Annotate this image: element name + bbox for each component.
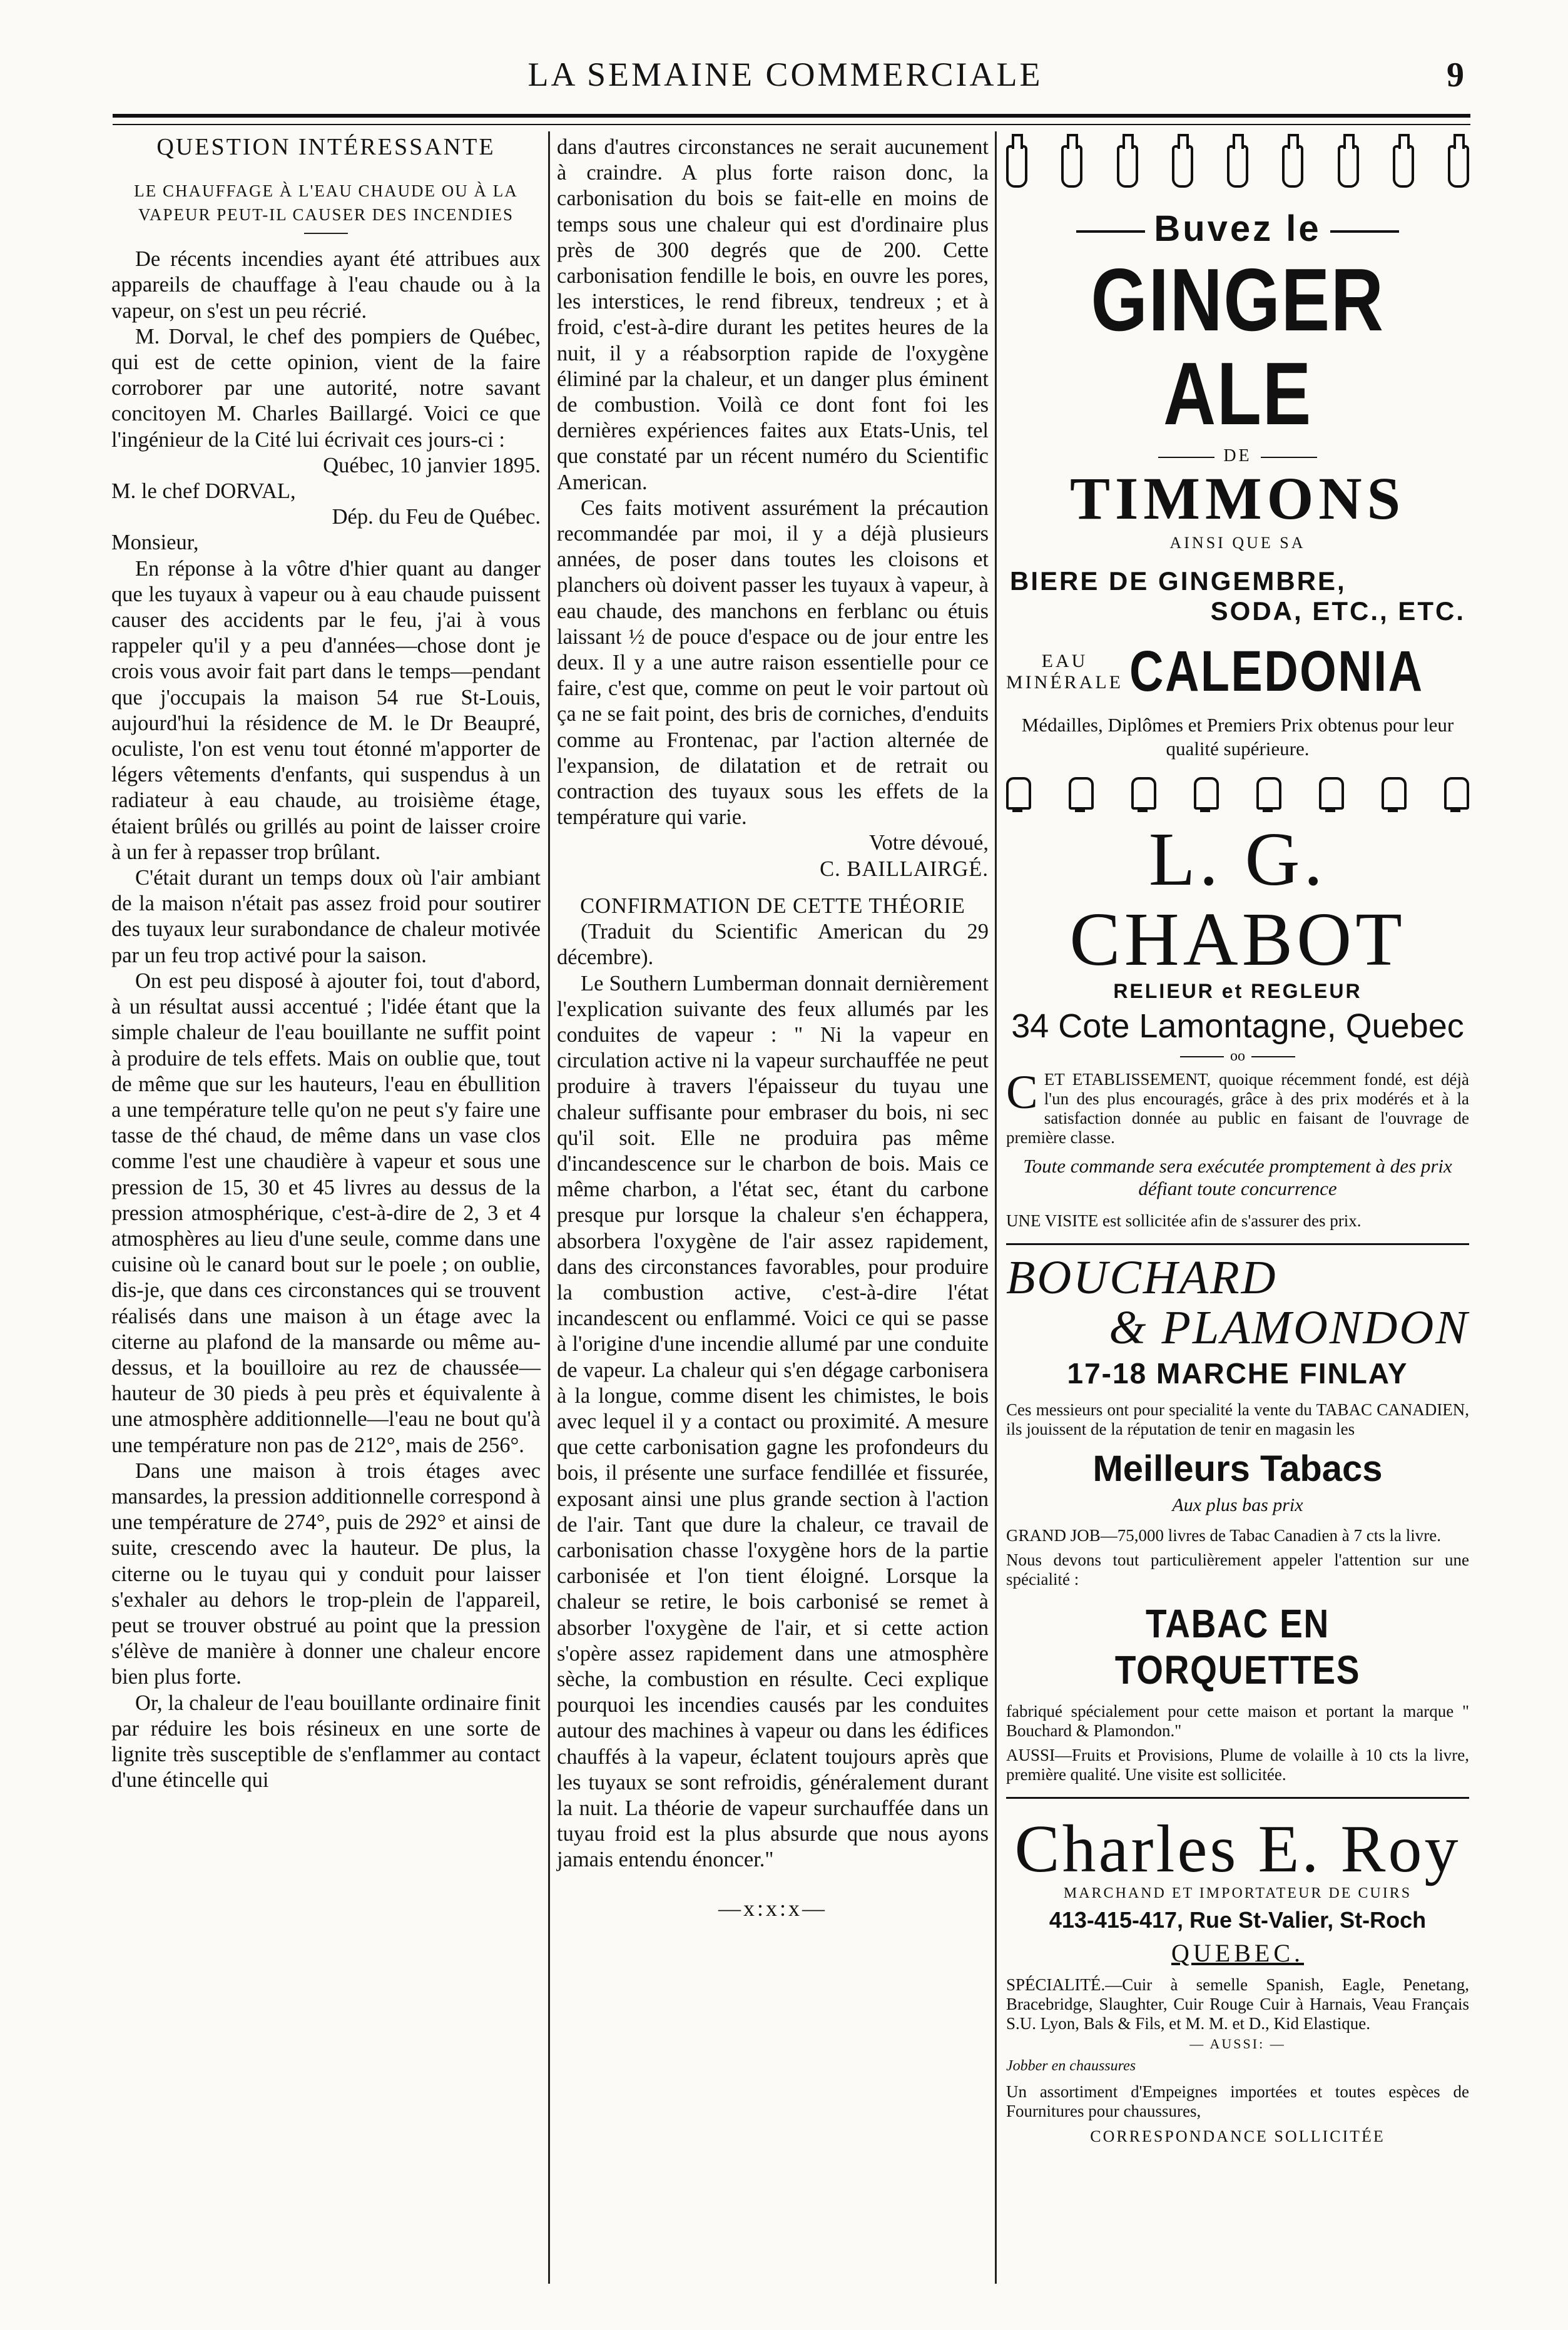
ad-plamondon: & PLAMONDON bbox=[1109, 1301, 1469, 1354]
page-header bbox=[113, 55, 1464, 111]
ad-roy-assortiment: Un assortiment d'Empeignes importées et toutes espèces de Fournitures pour chaussures, bbox=[1006, 2082, 1469, 2120]
ad-roy-aussi: — AUSSI: — bbox=[1189, 2036, 1286, 2052]
ad-marche-finlay: 17-18 MARCHE FINLAY bbox=[1067, 1357, 1408, 1390]
letter-salutation: Monsieur, bbox=[111, 531, 199, 555]
ad-roy-city: QUEBEC. bbox=[1171, 1939, 1304, 1967]
shoe-icon bbox=[1256, 777, 1281, 810]
ad-bouchard-body: Ces messieurs ont pour specialité la vente du TABAC CANADIEN, ils jouissent de la réputation de tenir en magasin les bbox=[1006, 1400, 1469, 1438]
paragraph: C'était durant un temps doux où l'air ambiant de la maison n'était pas assez froid pour soutirer des tuyaux leur surabondance de chaleur motivée par un feu trop activé pour la saison. bbox=[111, 866, 541, 967]
shoe-icon bbox=[1444, 777, 1469, 810]
ad-fabrique: fabriqué spécialement pour cette maison et portant la marque " Bouchard & Plamondon." bbox=[1006, 1702, 1469, 1740]
article-column-1 bbox=[111, 135, 541, 1793]
ad-aux-plus-bas-prix: Aux plus bas prix bbox=[1172, 1495, 1303, 1515]
column-divider bbox=[995, 131, 997, 2284]
ad-timmons: TIMMONS bbox=[1070, 465, 1405, 532]
letter-department: Dép. du Feu de Québec. bbox=[332, 505, 541, 529]
ad-chabot-trade: RELIEUR et REGLEUR bbox=[1113, 980, 1362, 1002]
bottle-icon bbox=[1172, 145, 1193, 188]
bottle-icon bbox=[1393, 145, 1414, 188]
ad-rule bbox=[1006, 1243, 1469, 1245]
shoe-icon bbox=[1006, 777, 1031, 810]
ad-grand-job: GRAND JOB—75,000 livres de Tabac Canadien à 7 cts la livre. bbox=[1006, 1526, 1441, 1545]
letter-date: Québec, 10 janvier 1895. bbox=[323, 453, 541, 477]
bottle-icon bbox=[1338, 145, 1359, 188]
paragraph: Or, la chaleur de l'eau bouillante ordinaire finit par réduire les bois résineux en une sorte de lignite très susceptible de s'enflammer au contact d'une étincelle qui bbox=[111, 1691, 541, 1793]
ad-roy-address: 413-415-417, Rue St-Valier, St-Roch bbox=[1049, 1907, 1427, 1933]
shoe-row bbox=[1006, 777, 1469, 813]
ad-tabac-torquettes: TABAC EN TORQUETTES bbox=[1114, 1601, 1361, 1692]
caledonia-label: CALEDONIA bbox=[1129, 639, 1424, 703]
ad-roy-jobber: Jobber en chaussures bbox=[1006, 2058, 1136, 2074]
bottle-icon bbox=[1227, 145, 1248, 188]
ad-chabot-name: L. G. CHABOT bbox=[1069, 817, 1406, 982]
ad-bouchard: BOUCHARD bbox=[1006, 1251, 1278, 1304]
bottle-icon bbox=[1117, 145, 1138, 188]
paragraph: Le Southern Lumberman donnait dernièrement l'explication suivante des feux allumés par les conduites de vapeur : " Ni la vapeur en circulation active ni la vapeur surchauffée ne peut produire à travers l'épaisseur du tuyau une chaleur suffisante pour embraser du bois, ni sec qu'il soit. Elle ne produira pas même d'incandescence sur le charbon de bois. Mais ce même charbon, a l'état sec, étant du carbone presque pur lorsque la chaleur s'en échappera, absorbera l'oxygène de l'air assez rapidement, dans des circonstances favorables, pour produire la combustion active, c'est-à-dire l'état incandescent ou enflammé. Voici ce qui se passe à l'origine d'une incendie allumé par une conduite de vapeur. La chaleur qui s'en dégage carbonisera à la longue, comme disent les chimistes, le bois avec lequel il y a contact ou proximité. A mesure que cette carbonisation gagne les profondeurs du bois, il présente une surface fendillée et fissurée, exposant ainsi une plus grande section à l'action de l'air. Tant que dure la chaleur, ce travail de carbonisation chasse l'oxygène hors de la partie carbonisée et l'on tient éloigné. Lorsque la chaleur se retire, le bois carbonisé se remet à absorber l'oxygène de l'air, et si cette action s'opère assez rapidement dans une atmosphère sèche, la combustion en résulte. Ceci explique pourquoi les incendies causés par les conduites autour des machines à vapeur ou dans les édifices chauffés à la vapeur, éclatent toujours après que les tuyaux se sont refroidis, généralement durant la nuit. La théorie de vapeur surchauffée dans un tuyau froid est la plus absurde que nous ayons jamais entendu énoncer." bbox=[557, 971, 989, 1872]
shoe-icon bbox=[1382, 777, 1407, 810]
column-divider bbox=[548, 131, 550, 2284]
ad-roy-specialite: SPÉCIALITÉ.—Cuir à semelle Spanish, Eagle, Penetang, Bracebridge, Slaughter, Cuir Rouge Cuir à Harnais, Veau Français S.U. Lyon, Bals & Fils, et M. M. et D., Kid Elastique. bbox=[1006, 1975, 1469, 2033]
ad-ainsi-que-sa: AINSI QUE SA bbox=[1169, 534, 1306, 552]
page-number: 9 bbox=[1447, 56, 1464, 94]
paragraph: De récents incendies ayant été attribues aux appareils de chauffage à l'eau chaude ou à la vapeur, on s'est un peu récrié. bbox=[111, 247, 541, 323]
ad-de: DE bbox=[1006, 446, 1469, 466]
eau-label: EAU MINÉRALE bbox=[1006, 650, 1123, 693]
header-rule bbox=[113, 114, 1470, 125]
ad-roy-correspondance: CORRESPONDANCE SOLLICITÉE bbox=[1090, 2127, 1385, 2145]
ad-roy-name: Charles E. Roy bbox=[1014, 1812, 1461, 1886]
masthead-title: LA SEMAINE COMMERCIALE bbox=[527, 56, 1043, 93]
ad-divider: oo bbox=[1006, 1048, 1469, 1065]
paragraph: M. Dorval, le chef des pompiers de Québec, qui est de cette opinion, vient de la faire corroborer par une autorité, notre savant concitoyen M. Charles Baillargé. Voici ce que l'ingénieur de la Cité lui écrivait ces jours-ci : bbox=[111, 324, 541, 452]
bottle-icon bbox=[1006, 145, 1027, 188]
drop-cap: C bbox=[1006, 1066, 1038, 1119]
ad-medailles: Médailles, Diplômes et Premiers Prix obtenus pour leur qualité supérieure. bbox=[1021, 714, 1454, 760]
ad-chabot-italic: Toute commande sera exécutée promptement à des prix défiant toute concurrence bbox=[1023, 1155, 1452, 1199]
ad-chabot-body: CET ETABLISSEMENT, quoique récemment fondé, est déjà l'un des plus encouragés, grâce à des prix modérés et à la satisfaction donnée au public en faisant de l'ouvrage de première classe. bbox=[1006, 1066, 1469, 1147]
paragraph: (Traduit du Scientific American du 29 décembre). bbox=[557, 920, 989, 970]
end-mark: —x:x:x— bbox=[718, 1895, 827, 1921]
ad-roy-trade: MARCHAND ET IMPORTATEUR DE CUIRS bbox=[1063, 1885, 1412, 1901]
shoe-icon bbox=[1069, 777, 1094, 810]
paragraph: dans d'autres circonstances ne serait aucunement à craindre. A plus forte raison donc, la carbonisation du bois se fait-elle en moins de temps sous une chaleur qui est d'ordinaire plus près de 300 degrés que de 200. Cette carbonisation fendille le bois, en ouvre les pores, les interstices, le rend fibreux, tendreux ; et à froid, c'est-à-dire durant les petites heures de la nuit, il y a réabsorption rapide de l'oxygène éliminé par la chaleur, et un danger plus éminent de combustion. Voilà ce dont font foi les dernières expériences faites aux Etats-Unis, tel que constaté par un récent numéro du Scientific American. bbox=[557, 135, 989, 494]
shoe-icon bbox=[1319, 777, 1344, 810]
paragraph: Ces faits motivent assurément la précaution recommandée par moi, il y a déjà plusieurs années, de poser dans toutes les cloisons et planchers où doivent passer les tuyaux à vapeur, à eau chaude, des manchons en ferblanc ou étuis laissant ½ de pouce d'espace ou de jour entre les deux. Il y a une autre raison essentielle pour ce faire, c'est que, comme on peut le voir partout où ça ne se fait point, des bris de corniches, d'enduits comme au Frontenac, par l'action alternée de l'expansion, de dilatation et de retrait ou contraction des tuyaux sous les effets de la température qui varie. bbox=[557, 496, 989, 830]
bottle-icon bbox=[1061, 145, 1082, 188]
letter-addressee: M. le chef DORVAL, bbox=[111, 479, 296, 504]
shoe-icon bbox=[1131, 777, 1156, 810]
section-rule bbox=[304, 233, 348, 234]
ad-ginger-ale: GINGER ALE bbox=[1091, 250, 1385, 444]
letter-closing: Votre dévoué, bbox=[869, 831, 989, 855]
paragraph: Dans une maison à trois étages avec mansardes, la pression additionnelle correspond à une température de 274°, puis de 292° et ainsi de suite, crescendo avec la hauteur. De plus, la citerne ou le tuyau qui y conduit pour laisser s'exhaler au dehors le trop-plein de l'appareil, peut se trouver obstrué au point que la pression s'élève de manière à donner une chaleur encore bien plus forte. bbox=[111, 1458, 541, 1689]
paragraph: En réponse à la vôtre d'hier quant au danger que les tuyaux à vapeur ou à eau chaude puissent causer des accidents par le feu, j'ai à vous rappeler qu'il y a peu d'années—chose dont je crois vous avoir fait part dans le temps—pendant que j'occupais la maison 54 rue St-Louis, aujourd'hui la résidence de M. le Dr Beaupré, oculiste, l'on est venu tout étonné m'apporter de légers vêtements d'enfants, qui suspendus à un radiateur à eau chaude, au troisième étage, étaient brûlés ou grillés au point de laisser croire à un fer à repasser trop brûlant. bbox=[111, 556, 541, 864]
article-column-2 bbox=[557, 135, 989, 1921]
ad-nous-devons: Nous devons tout particulièrement appeler l'attention sur une spécialité : bbox=[1006, 1550, 1469, 1589]
section-heading: CONFIRMATION DE CETTE THÉORIE bbox=[580, 893, 965, 918]
bottle-row bbox=[1006, 133, 1469, 201]
bottle-icon bbox=[1448, 145, 1469, 188]
ad-meilleurs-tabacs: Meilleurs Tabacs bbox=[1092, 1448, 1383, 1489]
article-heading: QUESTION INTÉRESSANTE bbox=[156, 134, 496, 160]
ad-biere-de-gingembre: BIERE DE GINGEMBRE, bbox=[1010, 566, 1347, 596]
bottle-icon bbox=[1282, 145, 1303, 188]
article-subheading: LE CHAUFFAGE À L'EAU CHAUDE OU À LA VAPEUR PEUT-IL CAUSER DES INCENDIES bbox=[134, 181, 518, 225]
ad-buvez-le: Buvez le bbox=[1006, 208, 1469, 250]
ad-chabot-visite: UNE VISITE est sollicitée afin de s'assurer des prix. bbox=[1006, 1211, 1362, 1230]
paragraph: On est peu disposé à ajouter foi, tout d'abord, à un résultat aussi accentué ; l'idée étant que la simple chaleur de l'eau bouillante ne suffit point à produire de tels effets. Mais on oublie que, tout de même que sur les hauteurs, l'eau en ébullition a une température telle qu'on ne peut s'y faire une tasse de thé chaud, de même dans un vase clos comme l'est une chaudière à vapeur et sous une pression de 15, 30 et 45 livres au dessus de la pression atmosphérique, c'est-à-dire de 2, 3 et 4 atmosphères au lieu d'une seule, comme dans une cuisine où le canard bout sur le poele ; on oublie, dis-je, que dans ces circonstances qui se trouvent réalisés dans une maison à un étage avec la citerne au plafond de la mansarde ou même au-dessus, et la bouilloire au rez de chaussée—hauteur de 30 pieds à peu près et équivalente à une atmosphère additionnelle—l'eau ne bout qu'à une température non pas de 212°, mais de 256°. bbox=[111, 969, 541, 1457]
ad-aussi-fruits: AUSSI—Fruits et Provisions, Plume de volaille à 10 cts la livre, première qualité. Une visite est sollicitée. bbox=[1006, 1746, 1469, 1784]
letter-signature: C. BAILLAIRGÉ. bbox=[820, 857, 989, 881]
advertisement-column bbox=[1006, 133, 1469, 2146]
ad-chabot-address: 34 Cote Lamontagne, Quebec bbox=[1011, 1007, 1464, 1045]
ad-eau-minerale bbox=[1006, 639, 1469, 705]
shoe-icon bbox=[1194, 777, 1219, 810]
ad-rule bbox=[1006, 1797, 1469, 1799]
ad-soda: SODA, ETC., ETC. bbox=[1210, 596, 1465, 626]
